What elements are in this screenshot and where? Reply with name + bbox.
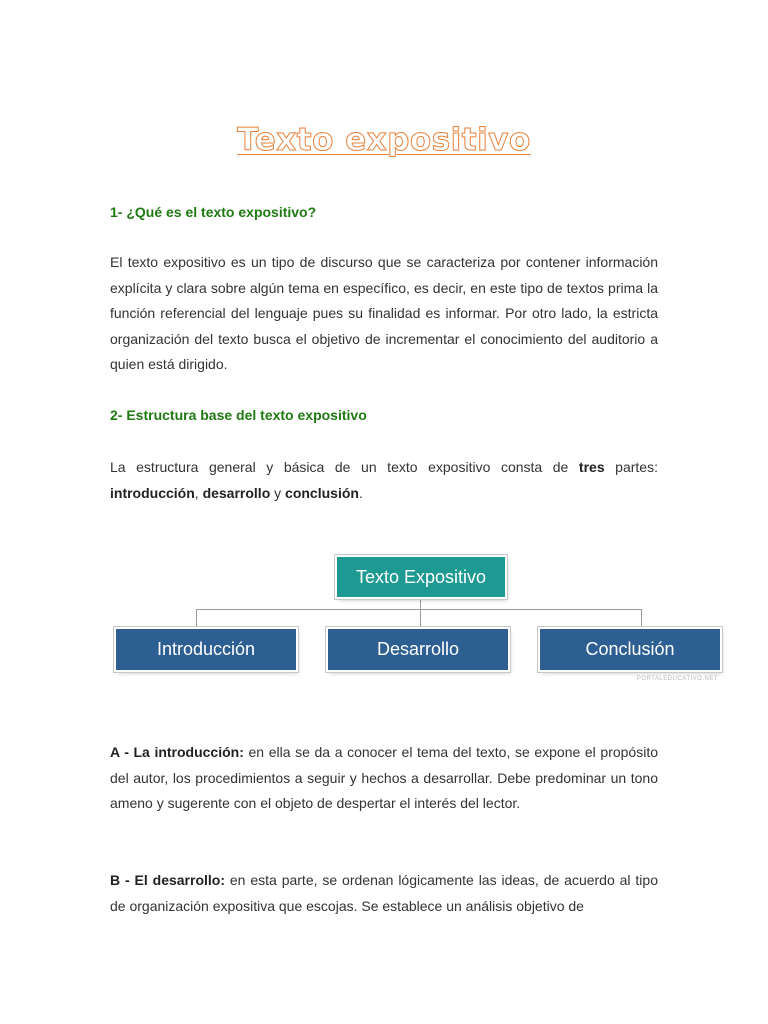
connector-middle (420, 609, 421, 629)
diagram-watermark: PORTALEDUCATIVO.NET (636, 676, 718, 682)
structure-diagram (110, 550, 730, 690)
diagram-box-introduccion: Introducción (116, 629, 296, 670)
item-label-introduccion: A - La introducción: (110, 744, 244, 760)
document-title: Texto expositivo (237, 122, 531, 158)
connector-left (196, 609, 197, 629)
connector-right (641, 609, 642, 629)
paragraph-definition: El texto expositivo es un tipo de discurso que se caracteriza por contener información explícita y clara sobre algún tema en específico, es decir, en este tipo de textos prima la función referencial del lenguaje pues su finalidad es informar. Por otro lado, la estricta organización del texto busca el objetivo de incrementar el conocimiento del auditorio a quien está dirigido. (110, 254, 658, 373)
diagram-box-conclusion: Conclusión (540, 629, 720, 670)
text-span: y (270, 484, 286, 501)
item-text-introduccion: en ella se da a conocer el tema del texto, se expone el propósito del autor, los procedimientos a seguir y hechos a desarrollar. Debe predominar un tono ameno y sugerente con el objeto de despertar el interés del lector. (110, 744, 659, 812)
diagram-box-desarrollo: Desarrollo (328, 629, 508, 670)
text-span: partes: (604, 459, 658, 475)
paragraph-introduccion (110, 740, 658, 817)
bold-introduccion: introducción (110, 484, 195, 501)
connector-horizontal (196, 609, 641, 610)
paragraph-structure (110, 455, 658, 506)
text-span: La estructura general y básica de un texto expositivo consta de (110, 459, 579, 475)
item-label-desarrollo: B - El desarrollo: (110, 872, 226, 888)
section-heading-1: 1- ¿Qué es el texto expositivo? (110, 204, 317, 220)
section-heading-2: 2- Estructura base del texto expositivo (110, 407, 367, 423)
text-span: . (358, 484, 363, 501)
text-span: , (194, 484, 203, 501)
paragraph-desarrollo (110, 868, 658, 919)
bold-desarrollo: desarrollo (202, 484, 271, 501)
bold-conclusion: conclusión (285, 484, 359, 501)
bold-tres: tres (578, 459, 605, 475)
diagram-root-box: Texto Expositivo (337, 557, 505, 597)
item-text-desarrollo: en esta parte, se ordenan lógicamente las ideas, de acuerdo al tipo de organización expositiva que escojas. Se establece un análisis objetivo de (110, 872, 658, 914)
